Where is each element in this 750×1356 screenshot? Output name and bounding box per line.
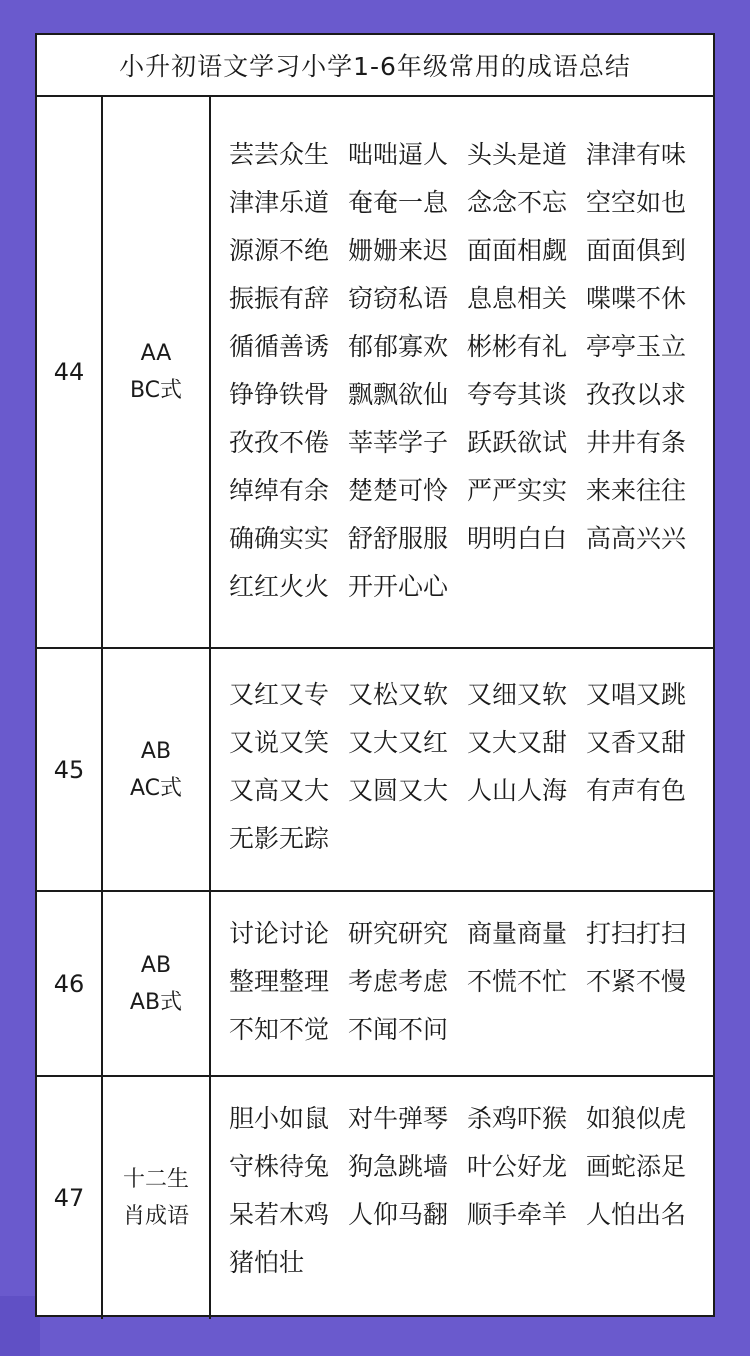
table-row-46: [37, 892, 713, 1077]
pattern-type-line1: AA: [140, 341, 172, 366]
idiom-item: 又香又甜: [586, 728, 687, 757]
idiom-item: 又说又笑: [229, 728, 330, 757]
idiom-item: 猪怕壮: [229, 1248, 305, 1277]
idiom-item: 飘飘欲仙: [348, 380, 449, 409]
idiom-item: 又大又红: [348, 728, 449, 757]
row-number: 45: [37, 649, 103, 890]
idiom-item: 喋喋不休: [586, 284, 687, 313]
pattern-type-line2: BC式: [129, 378, 183, 403]
idiom-item: 面面相觑: [467, 236, 568, 265]
idiom-item: 夸夸其谈: [467, 380, 568, 409]
idiom-list: [211, 892, 713, 1075]
idiom-item: 狗急跳墙: [348, 1152, 449, 1181]
pattern-type-line2: AC式: [129, 775, 183, 801]
idiom-item: 画蛇添足: [586, 1152, 687, 1181]
idiom-item: 无影无踪: [229, 824, 330, 853]
idiom-item: 津津乐道: [229, 188, 330, 217]
idiom-item: 杀鸡吓猴: [467, 1104, 568, 1133]
idiom-item: 研究研究: [348, 919, 449, 948]
idiom-item: 彬彬有礼: [467, 332, 568, 361]
idiom-item: 开开心心: [348, 572, 449, 601]
idiom-item: 头头是道: [467, 140, 568, 169]
pattern-type: [103, 649, 211, 890]
idioms-grid: [229, 910, 713, 1054]
idiom-item: 又唱又跳: [586, 680, 687, 709]
idiom-item: 又红又专: [229, 680, 330, 709]
idiom-item: 又细又软: [467, 680, 568, 709]
idioms-grid: [229, 1095, 713, 1287]
idiom-item: 息息相关: [467, 284, 568, 313]
idiom-item: 人山人海: [467, 776, 568, 805]
idiom-item: 又大又甜: [467, 728, 568, 757]
idiom-item: 守株待兔: [229, 1152, 330, 1181]
idiom-item: 源源不绝: [229, 236, 330, 265]
pattern-type-line1: 十二生: [122, 1167, 189, 1192]
idiom-item: 孜孜以求: [586, 380, 687, 409]
row-number: 47: [37, 1077, 103, 1319]
idiom-item: 孜孜不倦: [229, 428, 330, 457]
pattern-type: [103, 97, 211, 647]
idiom-item: 铮铮铁骨: [229, 380, 330, 409]
idiom-list: [211, 97, 713, 647]
idiom-item: 胆小如鼠: [229, 1104, 330, 1133]
idiom-item: 芸芸众生: [229, 140, 330, 169]
idiom-item: 如狼似虎: [586, 1104, 687, 1133]
idiom-item: 跃跃欲试: [467, 428, 568, 457]
pattern-type: [103, 1077, 211, 1319]
idiom-item: 顺手牵羊: [467, 1200, 568, 1229]
row-number: 46: [37, 892, 103, 1075]
pattern-type-line1: AB: [140, 738, 172, 764]
idiom-item: 亭亭玉立: [586, 332, 687, 361]
idiom-item: 不知不觉: [229, 1015, 330, 1044]
idiom-item: 不慌不忙: [467, 967, 568, 996]
idiom-item: 又松又软: [348, 680, 449, 709]
idiom-item: 念念不忘: [467, 188, 568, 217]
idioms-grid: [229, 131, 713, 611]
idiom-item: 考虑考虑: [348, 967, 449, 996]
idiom-item: 咄咄逼人: [348, 140, 449, 169]
idiom-item: 明明白白: [467, 524, 568, 553]
idiom-item: 津津有味: [586, 140, 687, 169]
table-title: 小升初语文学习小学1-6年级常用的成语总结: [37, 35, 713, 97]
idiom-item: 又圆又大: [348, 776, 449, 805]
table-row-45: [37, 649, 713, 892]
idiom-item: 面面俱到: [586, 236, 687, 265]
idiom-list: [211, 1077, 713, 1319]
idiom-item: 叶公好龙: [467, 1152, 568, 1181]
idiom-item: 商量商量: [467, 919, 568, 948]
pattern-type-line2: AB式: [129, 989, 183, 1015]
idiom-list: [211, 649, 713, 890]
idiom-item: 楚楚可怜: [348, 476, 449, 505]
idiom-item: 不紧不慢: [586, 967, 687, 996]
idiom-item: 郁郁寡欢: [348, 332, 449, 361]
idiom-item: 莘莘学子: [348, 428, 449, 457]
row-number: 44: [37, 97, 103, 647]
idiom-item: 打扫打扫: [586, 919, 687, 948]
idiom-item: 舒舒服服: [348, 524, 449, 553]
idiom-item: 井井有条: [586, 428, 687, 457]
pattern-type: [103, 892, 211, 1075]
idiom-item: 不闻不问: [348, 1015, 449, 1044]
idiom-item: 严严实实: [467, 476, 568, 505]
idiom-item: 窃窃私语: [348, 284, 449, 313]
idiom-item: 绰绰有余: [229, 476, 330, 505]
idiom-item: 姗姗来迟: [348, 236, 449, 265]
idiom-item: 人怕出名: [586, 1200, 687, 1229]
background-decoration: [0, 1296, 40, 1356]
idiom-item: 奄奄一息: [348, 188, 449, 217]
idiom-item: 高高兴兴: [586, 524, 687, 553]
idiom-item: 红红火火: [229, 572, 330, 601]
idiom-item: 对牛弹琴: [348, 1104, 449, 1133]
idiom-item: 呆若木鸡: [229, 1200, 330, 1229]
idiom-item: 人仰马翻: [348, 1200, 449, 1229]
idiom-item: 有声有色: [586, 776, 687, 805]
idiom-item: 来来往往: [586, 476, 687, 505]
idiom-item: 讨论讨论: [229, 919, 330, 948]
idioms-grid: [229, 671, 713, 863]
idiom-item: 确确实实: [229, 524, 330, 553]
idiom-item: 整理整理: [229, 967, 330, 996]
pattern-type-line1: AB: [140, 952, 172, 978]
idiom-item: 循循善诱: [229, 332, 330, 361]
idiom-item: 空空如也: [586, 188, 687, 217]
table-row-47: [37, 1077, 713, 1319]
table-row-44: [37, 97, 713, 649]
idiom-item: 又高又大: [229, 776, 330, 805]
pattern-type-line2: 肖成语: [122, 1204, 189, 1229]
idiom-table: [35, 33, 715, 1317]
idiom-item: 振振有辞: [229, 284, 330, 313]
